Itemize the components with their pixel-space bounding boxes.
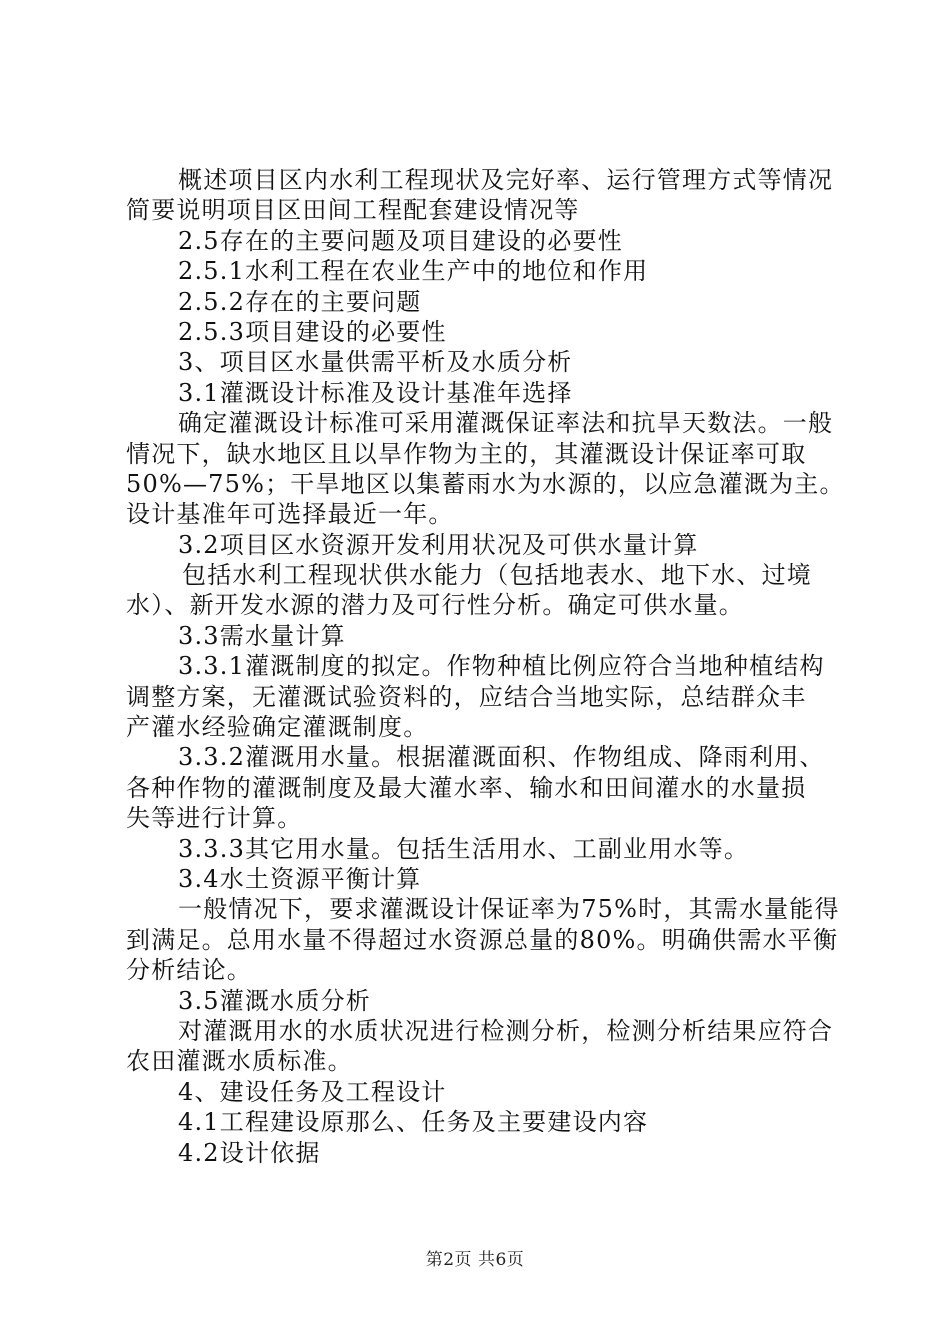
- text-line: 4、建设任务及工程设计: [178, 1077, 447, 1106]
- text-line: 3、项目区水量供需平析及水质分析: [178, 348, 573, 377]
- text-line: 4.1工程建设原那么、任务及主要建设内容: [178, 1108, 649, 1137]
- text-line: 3.5灌溉水质分析: [178, 986, 371, 1015]
- text-line: 失等进行计算。: [126, 804, 303, 833]
- text-line: 3.3需水量计算: [178, 621, 346, 650]
- text-line: 概述项目区内水利工程现状及完好率、运行管理方式等情况: [178, 166, 834, 194]
- text-line: 3.3.3其它用水量。包括生活用水、工副业用水等。: [178, 834, 750, 863]
- text-line: 农田灌溉水质标准。: [126, 1047, 353, 1076]
- text-line: 一般情况下，要求灌溉设计保证率为75%时，其需水量能得: [178, 895, 840, 924]
- text-line: 包括水利工程现状供水能力（包括地表水、地下水、过境: [182, 561, 812, 590]
- text-line: 设计基准年可选择最近一年。: [126, 500, 454, 529]
- text-line: 3.3.2灌溉用水量。根据灌溉面积、作物组成、降雨利用、: [178, 743, 825, 772]
- document-body: [126, 165, 845, 1168]
- text-line: 确定灌溉设计标准可采用灌溉保证率法和抗旱天数法。一般: [178, 409, 834, 438]
- text-line: 50%—75%；干旱地区以集蓄雨水为水源的，以应急灌溉为主。: [126, 469, 845, 498]
- text-line: 简要说明项目区田间工程配套建设情况等: [126, 196, 580, 225]
- text-line: 到满足。总用水量不得超过水资源总量的80%。明确供需水平衡: [126, 925, 839, 954]
- text-line: 2.5.1水利工程在农业生产中的地位和作用: [178, 257, 649, 286]
- text-line: 4.2设计依据: [178, 1138, 321, 1167]
- text-line: 各种作物的灌溉制度及最大灌水率、输水和田间灌水的水量损: [126, 773, 807, 802]
- text-line: 3.1灌溉设计标准及设计基准年选择: [178, 378, 573, 407]
- text-line: 2.5.3项目建设的必要性: [178, 317, 447, 346]
- text-line: 3.4水土资源平衡计算: [178, 864, 422, 893]
- text-line: 对灌溉用水的水质状况进行检测分析，检测分析结果应符合: [178, 1016, 834, 1045]
- text-line: 产灌水经验确定灌溉制度。: [126, 713, 429, 742]
- text-line: 2.5存在的主要问题及项目建设的必要性: [178, 226, 623, 255]
- text-line: 3.3.1灌溉制度的拟定。作物种植比例应符合当地种植结构: [178, 652, 825, 681]
- text-line: 2.5.2存在的主要问题: [178, 287, 422, 316]
- text-line: 调整方案，无灌溉试验资料的，应结合当地实际，总结群众丰: [126, 682, 807, 711]
- page-footer: 第2页 共6页: [425, 1250, 525, 1270]
- text-line: 情况下，缺水地区且以旱作物为主的，其灌溉设计保证率可取: [126, 439, 807, 468]
- text-line: 水）、新开发水源的潜力及可行性分析。确定可供水量。: [126, 591, 744, 620]
- text-line: 分析结论。: [126, 956, 252, 985]
- text-line: 3.2项目区水资源开发利用状况及可供水量计算: [178, 530, 699, 559]
